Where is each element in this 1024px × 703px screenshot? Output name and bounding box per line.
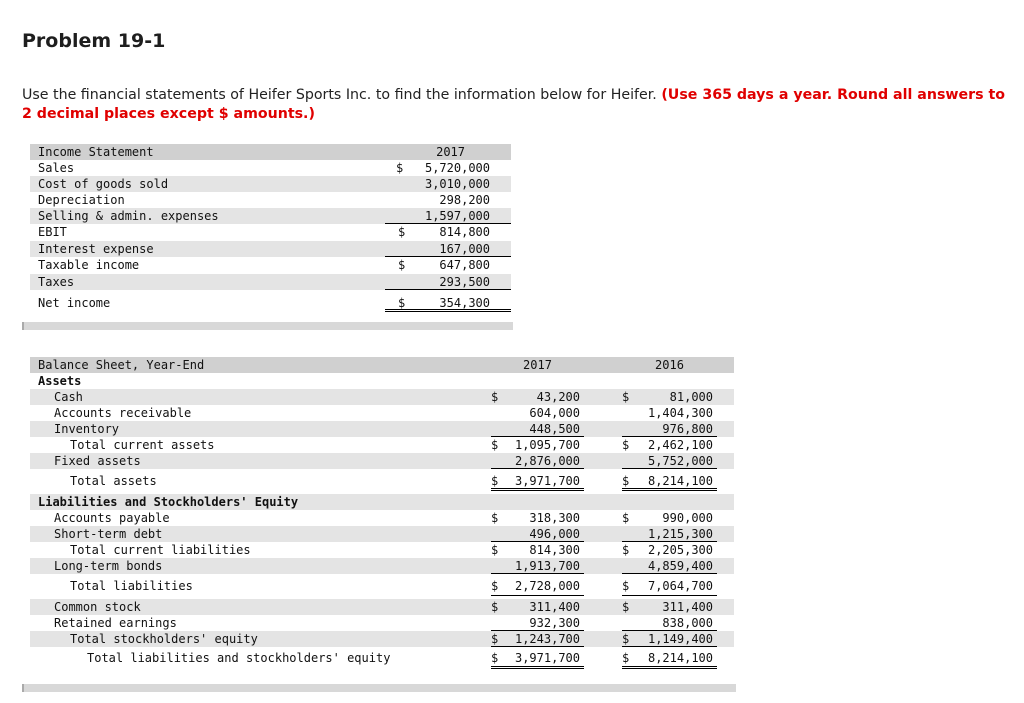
currency-symbol: $ [491,632,499,646]
row-label: Inventory [54,422,120,436]
page-title: Problem 19-1 [22,30,166,52]
row-label: Total current liabilities [70,543,251,557]
value-2017: 814,300 [529,543,580,557]
row-label: Selling & admin. expenses [38,209,219,223]
assets-heading-row [30,373,734,389]
value-2017: 496,000 [529,527,580,541]
currency-symbol: $ [622,474,630,488]
value-2016: 8,214,100 [647,474,713,488]
value-2016: 4,859,400 [647,559,713,573]
value-2016: 7,064,700 [647,579,713,593]
liabilities-heading-row [30,494,734,510]
value-2016: 81,000 [669,390,713,404]
row-value: 1,597,000 [424,209,490,223]
value-2017: 604,000 [529,406,580,420]
value-2016: 976,800 [662,422,713,436]
currency-symbol: $ [396,161,404,175]
value-2017: 932,300 [529,616,580,630]
balance-row-common-stock [30,599,734,615]
income-row-taxes [30,274,511,290]
row-value: 354,300 [439,296,490,310]
row-value: 814,800 [439,225,490,239]
currency-symbol: $ [622,651,630,665]
assets-heading: Assets [38,374,82,388]
income-row-net-income [30,290,511,316]
row-label: Taxable income [38,258,140,272]
currency-symbol: $ [622,390,630,404]
value-2016: 838,000 [662,616,713,630]
row-label: Interest expense [38,242,154,256]
row-label: Short-term debt [54,527,163,541]
balance-row-cash [30,389,734,405]
row-label: Total assets [70,474,157,488]
balance-row-ltb [30,558,734,574]
double-underline [622,666,717,669]
balance-row-std [30,526,734,542]
balance-header-row [30,357,734,373]
value-2017: 1,243,700 [514,632,580,646]
currency-symbol: $ [491,390,499,404]
row-value: 293,500 [439,275,490,289]
balance-row-inventory [30,421,734,437]
balance-row-total-liabilities [30,574,734,599]
instructions-text: Use the financial statements of Heifer Sports Inc. to find the information below for Heifer. [22,87,657,103]
currency-symbol: $ [622,600,630,614]
currency-symbol: $ [491,579,499,593]
currency-symbol: $ [398,258,406,272]
balance-table-footer [22,684,736,692]
value-2016: 8,214,100 [647,651,713,665]
row-label: Total stockholders' equity [70,632,258,646]
value-2017: 448,500 [529,422,580,436]
row-label: Accounts receivable [54,406,192,420]
row-value: 5,720,000 [424,161,490,175]
value-2016: 1,215,300 [647,527,713,541]
income-year-label: 2017 [436,145,465,159]
value-2016: 311,400 [662,600,713,614]
currency-symbol: $ [398,296,406,310]
row-label: Net income [38,296,111,310]
row-value: 167,000 [439,242,490,256]
row-label: Taxes [38,275,75,289]
income-statement-table [30,144,511,316]
currency-symbol: $ [491,511,499,525]
value-2017: 1,095,700 [514,438,580,452]
row-label: Total liabilities and stockholders' equity [87,651,391,665]
liabilities-heading: Liabilities and Stockholders' Equity [38,495,299,509]
currency-symbol: $ [622,579,630,593]
double-underline [491,666,584,669]
balance-row-total-assets [30,469,734,494]
value-2016: 990,000 [662,511,713,525]
value-2016: 5,752,000 [647,454,713,468]
row-label: Cash [54,390,83,404]
currency-symbol: $ [622,438,630,452]
instructions-note: (Use 365 days a year. Round all answers to 2 decimal places except $ amounts.) [22,87,1006,122]
row-label: Cost of goods sold [38,177,169,191]
row-label: Depreciation [38,193,125,207]
value-2017: 3,971,700 [514,474,580,488]
value-2017: 2,728,000 [514,579,580,593]
income-row-cogs [30,176,511,192]
currency-symbol: $ [622,632,630,646]
instructions [22,86,1018,124]
income-row-ebit [30,224,511,241]
row-value: 298,200 [439,193,490,207]
income-row-selling [30,208,511,224]
row-label: Common stock [54,600,141,614]
double-underline [491,488,584,491]
currency-symbol: $ [398,225,406,239]
currency-symbol: $ [491,651,499,665]
balance-row-total-current-assets [30,437,734,453]
currency-symbol: $ [491,543,499,557]
underline [622,595,717,596]
value-2017: 1,913,700 [514,559,580,573]
balance-row-total-current-liabilities [30,542,734,558]
income-table-footer [22,322,513,330]
value-2016: 2,462,100 [647,438,713,452]
value-2016: 1,404,300 [647,406,713,420]
currency-symbol: $ [622,511,630,525]
balance-year-2016: 2016 [655,358,684,372]
row-label: Retained earnings [54,616,177,630]
income-row-taxable [30,257,511,274]
income-row-depreciation [30,192,511,208]
income-row-interest [30,241,511,257]
balance-row-retained-earnings [30,615,734,631]
balance-row-total-equity [30,631,734,647]
row-label: Fixed assets [54,454,141,468]
underline [491,595,584,596]
currency-symbol: $ [491,474,499,488]
currency-symbol: $ [491,600,499,614]
row-label: EBIT [38,225,67,239]
row-label: Sales [38,161,75,175]
value-2017: 318,300 [529,511,580,525]
value-2017: 2,876,000 [514,454,580,468]
balance-row-fixed-assets [30,453,734,469]
row-label: Total current assets [70,438,215,452]
value-2017: 3,971,700 [514,651,580,665]
row-value: 3,010,000 [424,177,490,191]
income-header-label: Income Statement [38,145,154,159]
balance-year-2017: 2017 [523,358,552,372]
balance-row-total-liab-equity [30,647,734,669]
currency-symbol: $ [622,543,630,557]
balance-row-ap [30,510,734,526]
income-header-row [30,144,511,160]
value-2017: 311,400 [529,600,580,614]
income-row-sales [30,160,511,176]
balance-header-label: Balance Sheet, Year-End [38,358,205,372]
double-underline [622,488,717,491]
balance-row-ar [30,405,734,421]
value-2017: 43,200 [536,390,580,404]
value-2016: 2,205,300 [647,543,713,557]
balance-sheet-table [30,357,734,669]
double-underline [385,309,511,312]
row-label: Total liabilities [70,579,193,593]
row-label: Accounts payable [54,511,170,525]
currency-symbol: $ [491,438,499,452]
row-value: 647,800 [439,258,490,272]
row-label: Long-term bonds [54,559,163,573]
value-2016: 1,149,400 [647,632,713,646]
